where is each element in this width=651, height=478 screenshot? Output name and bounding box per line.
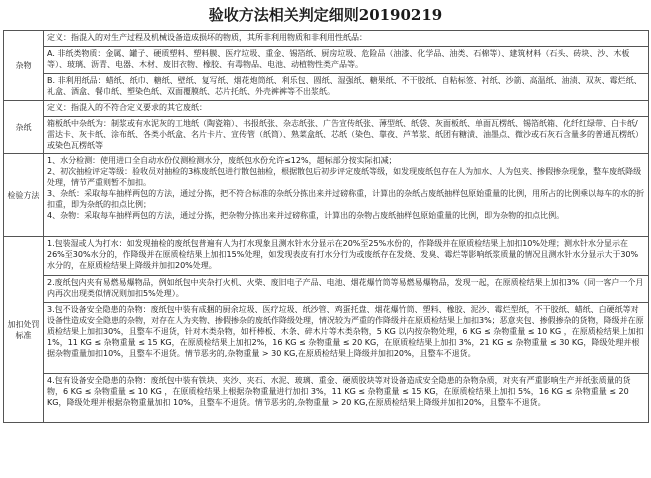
category-cell: 杂物 xyxy=(4,31,44,101)
table-row xyxy=(4,101,649,117)
rule-cell: 1、水分检测：使用进口全自动水份仪测检测水分，废纸包水份允许≤12%，超标部分按实际扣减； 2、初次抽检评定等级：验收员对抽检的3栋废纸包进行散包抽检，根据散包后初步评定废纸等级，如发现废纸包存在人为加水、人为包夹、掺假掺杂现象，整车废纸降级处理，情节严重则暂不加扣。 3、杂纸：采取每车抽样两包的方法，通过分拣，把不符合标准的杂纸分拣出来并过磅称重，计算出的杂纸占废纸抽样包原始重量的比例，用所占的比例乘以每车的水的折扣重，即为杂纸的扣点比例； 4、杂物：采取每车抽样两包的方法，通过分拣，把杂物分拣出来并过磅称重，计算出的杂物占废纸抽样包原始重量的比例，即为杂物的扣点比例。 xyxy=(44,154,649,237)
category-cell: 杂纸 xyxy=(4,101,44,154)
table-row xyxy=(4,237,649,276)
definition-cell: 定义：指混入的不符合定义要求的其它废纸： xyxy=(44,101,649,117)
definition-cell: 定义：指混入的对生产过程及机械设备造成损坏的物质，其所非利用物质和非利用性纸品： xyxy=(44,31,649,47)
table-row xyxy=(4,276,649,303)
rule-cell: B. 非利用纸品：蜡纸、纸巾、糖纸、壁纸、复写纸、烟花炮筒纸、利乐包、圆纸、湿强纸、糖果纸、不干胶纸、自粘标签、衬纸、沙箭、高温纸、油渍、双灰、霉烂纸、礼盒、酒盒、餐巾纸、塑染色纸、双面覆膜纸、芯片托纸、外壳裤裤等不出浆纸。 xyxy=(44,74,649,101)
document-title: 验收方法相关判定细则20190219 xyxy=(208,6,443,24)
table-row xyxy=(4,374,649,423)
table-row xyxy=(4,74,649,101)
table-row xyxy=(4,31,649,47)
category-cell: 加扣处罚标准 xyxy=(4,237,44,423)
rule-cell: 箱板纸中杂纸为：制浆或有水泥灰的工地纸（陶瓷箱）、书报纸张、杂志纸张、广告宣传纸张、薄型纸、纸袋、灰面板纸、单面瓦楞纸、锡箔纸箱、化纤红绿带、白卡纸/雷达卡、灰卡纸、涂布纸、各类小纸盒、名片卡片、宣传管（纸筒）、熟菜盒纸、芯纸（染色、靠夜、芦苇浆、纸团有糖渍、油墨点、微沙或石灰石含量多的普通瓦楞纸）或染色瓦楞纸等 xyxy=(44,117,649,154)
rule-cell: 3.包不设备安全隐患的杂物：废纸包中装有成捆的厨余垃圾、医疗垃圾、纸沙管、鸡蛋托盘、烟花爆竹筒、塑料、橡胶、泥沙、霉烂型纸，不干胶纸、蜡纸、白硬纸等对设备性造成安全隐患的杂物，对存在人为夹物、掺假掺杂的废纸作降级处理，情况较为严重的作降级并在原质检结果上加扣3%；恶意夹包、掺假掺杂的货物，降级并在原质检结果上加扣30%，且整车不退货，针对木类杂物，如杆棒板、木条、碎木片等木类杂物，5 KG 以内按杂物处理，6 KG ≤ 杂物重量 ≤ 10 KG ，在原质检结果上加扣 1%，11 KG ≤ 杂物重量 ≤ 15 KG，在原质检结果上加扣2%，16 KG ≤ 杂物重量 ≤ 20 KG，在原质检结果上加扣 3%，21 KG ≤ 杂物重量 ≤ 30 KG，降级处理并根据杂物重量加扣10%，且整车不退货。情节恶劣的,杂物重量 > 30 KG,在原质检结果上降级并加扣20%，且整车不退货。 xyxy=(44,303,649,374)
table-row xyxy=(4,303,649,374)
rule-cell: 2.废纸包内夹有易燃易爆物品，例如纸包中夹杂打火机、火柴、废旧电子产品、电池、烟花爆竹筒等易燃易爆物品，发现一起，在原质检结果上加扣3%（同一客户一个月内再次出现类似情况则加扣5%处理）。 xyxy=(44,276,649,303)
inspection-rules-table xyxy=(3,30,649,423)
table-row xyxy=(4,154,649,237)
rule-cell: 1.包装湿或人为打水：如发现抽检的废纸包普遍有人为打水现象且测水针水分显示在20%至25%水份的，作降级并在原质检结果上加扣10%处理；测水针水分显示在26%至30%水分的，作降级并在原质检结果上加扣15%处理，如发现表皮有打水分行为或废纸存在发烧、发臭、霉烂等影响纸浆质量的情况且测水针水分显示大于30%水分的，在原质检结果上降级并加扣20%处理。 xyxy=(44,237,649,276)
table-row xyxy=(4,117,649,154)
rule-cell: 4.包有设备安全隐患的杂物：废纸包中装有铁块、夹沙、夹石、水泥、玻璃、重金、硬质胶块等对设备造成安全隐患的杂物杂质，对夹有严重影响生产并纸张质量的货物，6 KG ≤ 杂物重量 ≤ 10 KG ，在原质检结果上根据杂物重量进行加扣 3%，11 KG ≤ 杂物重量 ≤ 15 KG，在原质检结果上加扣 5%，16 KG ≤ 杂物重量 ≤ 20 KG，降级处理并根据杂物重量加扣 10%，且整车不退货。情节恶劣的,杂物重量 > 20 KG,在原质检结果上降级并加扣20%，且整车不退货。 xyxy=(44,374,649,423)
category-cell: 检验方法 xyxy=(4,154,44,237)
rule-cell: A. 非纸类物质：金属、罐子、硬质塑料、塑料膜、医疗垃圾、重金、锡箔纸、厨房垃圾、危险品（油漆、化学品、油类、石棉等）、建筑材料（石头、砖块、沙、木板等）、玻璃、沥青、电器、木材、废旧衣物、橡胶、有毒物品、电池、动植物性类产品等。 xyxy=(44,47,649,74)
table-row xyxy=(4,47,649,74)
